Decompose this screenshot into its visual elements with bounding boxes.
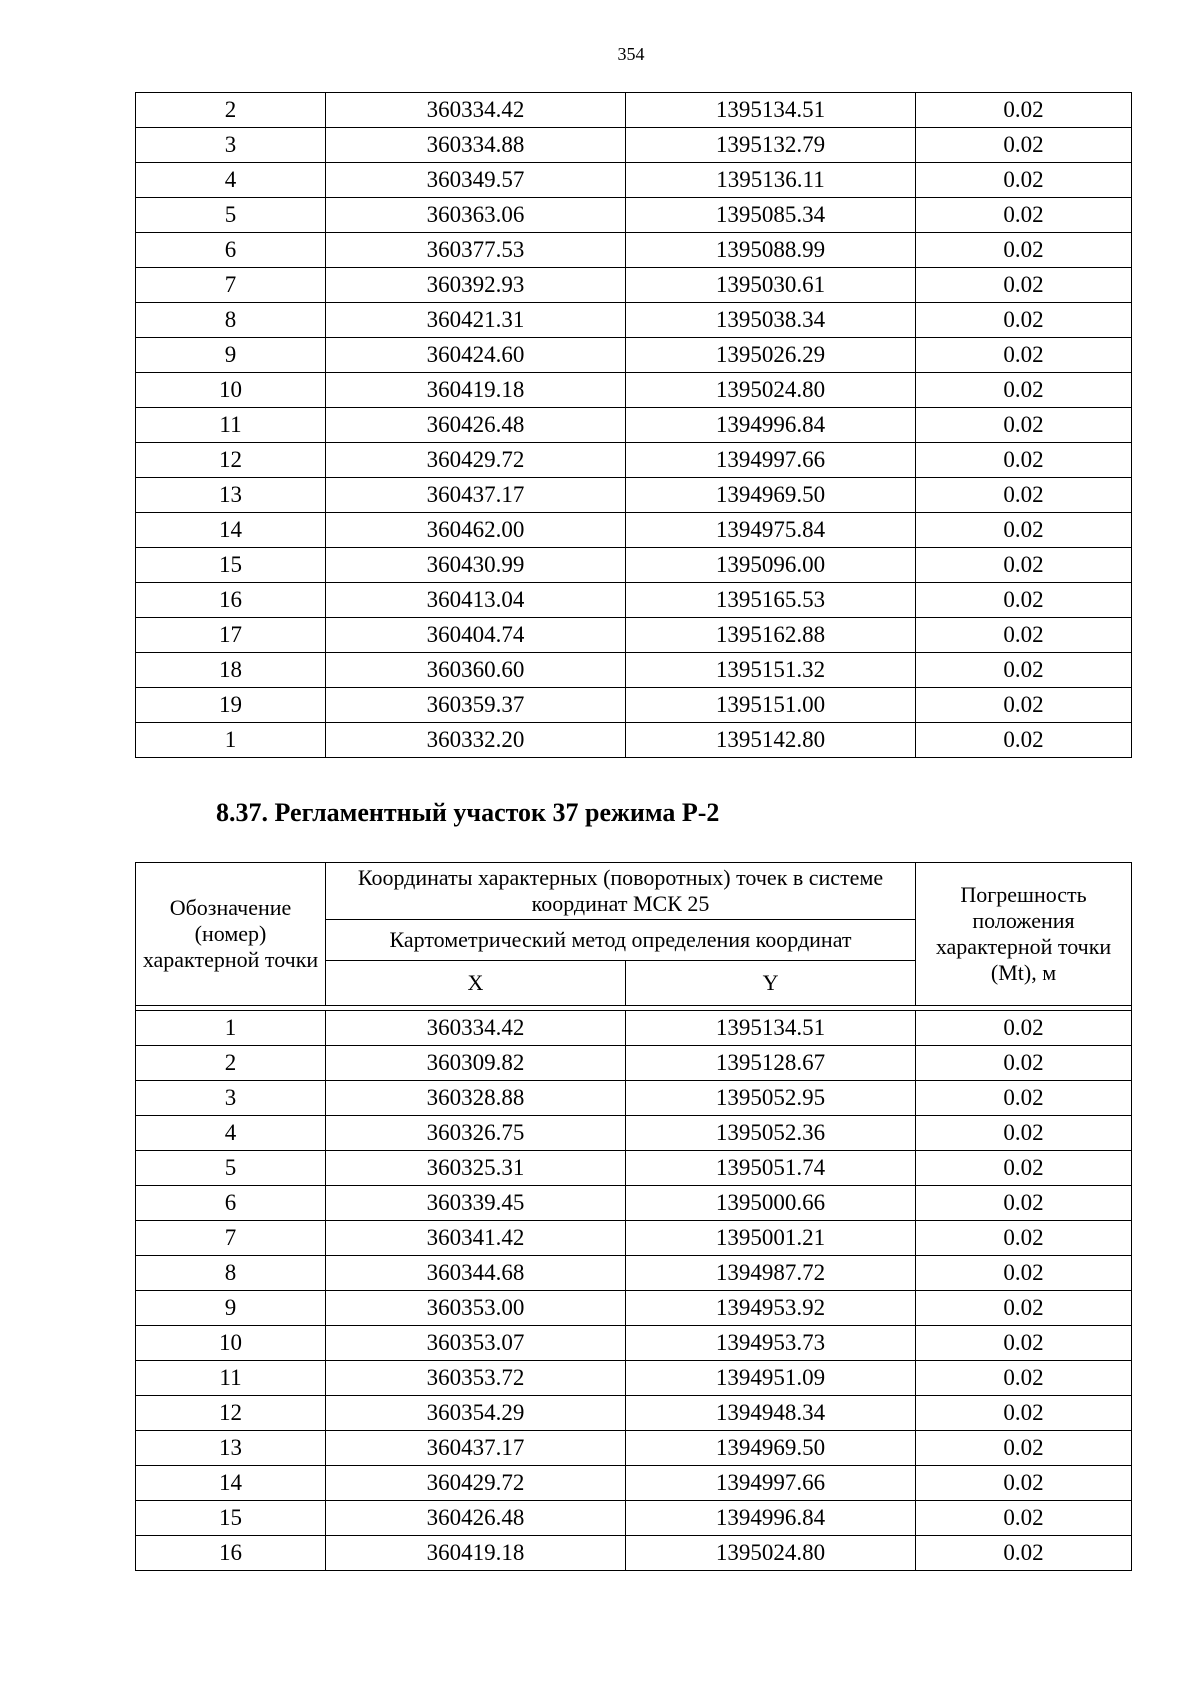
x-coordinate-cell: 360339.45 (326, 1186, 626, 1221)
y-coordinate-cell: 1394969.50 (626, 1431, 916, 1466)
x-coordinate-cell: 360332.20 (326, 723, 626, 758)
table-row (136, 1011, 1132, 1046)
point-number-cell: 19 (136, 688, 326, 723)
page-number: 354 (617, 44, 645, 64)
point-number-cell: 10 (136, 373, 326, 408)
table-row (136, 548, 1132, 583)
y-coordinate-cell: 1395026.29 (626, 338, 916, 373)
table-row (136, 93, 1132, 128)
table-row (136, 1326, 1132, 1361)
table2-header (136, 863, 1132, 1011)
y-coordinate-cell: 1395128.67 (626, 1046, 916, 1081)
point-number-cell: 8 (136, 1256, 326, 1291)
error-cell: 0.02 (916, 268, 1132, 303)
table-row (136, 583, 1132, 618)
error-cell: 0.02 (916, 688, 1132, 723)
x-coordinate-cell: 360413.04 (326, 583, 626, 618)
error-cell: 0.02 (916, 1151, 1132, 1186)
error-cell: 0.02 (916, 513, 1132, 548)
point-number-cell: 6 (136, 1186, 326, 1221)
error-cell: 0.02 (916, 1291, 1132, 1326)
y-coordinate-cell: 1395162.88 (626, 618, 916, 653)
x-coordinate-cell: 360429.72 (326, 1466, 626, 1501)
y-coordinate-cell: 1395134.51 (626, 93, 916, 128)
table-row (136, 1536, 1132, 1571)
x-coordinate-cell: 360353.00 (326, 1291, 626, 1326)
x-coordinate-cell: 360404.74 (326, 618, 626, 653)
x-coordinate-cell: 360426.48 (326, 408, 626, 443)
point-number-cell: 14 (136, 1466, 326, 1501)
table-row (136, 513, 1132, 548)
x-coordinate-cell: 360363.06 (326, 198, 626, 233)
error-cell: 0.02 (916, 1536, 1132, 1571)
point-number-cell: 14 (136, 513, 326, 548)
y-coordinate-cell: 1395001.21 (626, 1221, 916, 1256)
table-row (136, 1501, 1132, 1536)
point-number-cell: 17 (136, 618, 326, 653)
point-number-cell: 18 (136, 653, 326, 688)
error-cell: 0.02 (916, 1116, 1132, 1151)
header-method: Картометрический метод определения координат (326, 920, 916, 961)
y-coordinate-cell: 1394969.50 (626, 478, 916, 513)
x-coordinate-cell: 360437.17 (326, 1431, 626, 1466)
error-cell: 0.02 (916, 1081, 1132, 1116)
error-cell: 0.02 (916, 198, 1132, 233)
x-coordinate-cell: 360421.31 (326, 303, 626, 338)
x-coordinate-cell: 360360.60 (326, 653, 626, 688)
error-cell: 0.02 (916, 1501, 1132, 1536)
x-coordinate-cell: 360325.31 (326, 1151, 626, 1186)
y-coordinate-cell: 1395134.51 (626, 1011, 916, 1046)
error-cell: 0.02 (916, 1431, 1132, 1466)
error-cell: 0.02 (916, 723, 1132, 758)
x-coordinate-cell: 360353.72 (326, 1361, 626, 1396)
table-row (136, 1046, 1132, 1081)
error-cell: 0.02 (916, 583, 1132, 618)
x-coordinate-cell: 360326.75 (326, 1116, 626, 1151)
y-coordinate-cell: 1395096.00 (626, 548, 916, 583)
point-number-cell: 5 (136, 1151, 326, 1186)
table-row (136, 653, 1132, 688)
table-row (136, 1256, 1132, 1291)
table-row (136, 688, 1132, 723)
table-row (136, 268, 1132, 303)
x-coordinate-cell: 360334.42 (326, 93, 626, 128)
error-cell: 0.02 (916, 1396, 1132, 1431)
x-coordinate-cell: 360328.88 (326, 1081, 626, 1116)
x-coordinate-cell: 360426.48 (326, 1501, 626, 1536)
header-designation: Обозначение (номер) характерной точки (136, 863, 326, 1006)
point-number-cell: 3 (136, 128, 326, 163)
y-coordinate-cell: 1394996.84 (626, 408, 916, 443)
y-coordinate-cell: 1395151.32 (626, 653, 916, 688)
error-cell: 0.02 (916, 1221, 1132, 1256)
x-coordinate-cell: 360334.42 (326, 1011, 626, 1046)
table1-body (136, 93, 1132, 758)
point-number-cell: 11 (136, 408, 326, 443)
header-coordinates: Координаты характерных (поворотных) точек в системе координат МСК 25 (326, 863, 916, 920)
x-coordinate-cell: 360392.93 (326, 268, 626, 303)
table-row (136, 1431, 1132, 1466)
table-row (136, 1221, 1132, 1256)
x-coordinate-cell: 360354.29 (326, 1396, 626, 1431)
y-coordinate-cell: 1394996.84 (626, 1501, 916, 1536)
error-cell: 0.02 (916, 548, 1132, 583)
x-coordinate-cell: 360359.37 (326, 688, 626, 723)
point-number-cell: 4 (136, 163, 326, 198)
error-cell: 0.02 (916, 1011, 1132, 1046)
table-row (136, 1291, 1132, 1326)
point-number-cell: 1 (136, 723, 326, 758)
x-coordinate-cell: 360437.17 (326, 478, 626, 513)
point-number-cell: 13 (136, 478, 326, 513)
y-coordinate-cell: 1395151.00 (626, 688, 916, 723)
y-coordinate-cell: 1394953.73 (626, 1326, 916, 1361)
table-row (136, 618, 1132, 653)
table-row (136, 198, 1132, 233)
error-cell: 0.02 (916, 408, 1132, 443)
header-y: Y (626, 961, 916, 1006)
error-cell: 0.02 (916, 653, 1132, 688)
x-coordinate-cell: 360334.88 (326, 128, 626, 163)
x-coordinate-cell: 360429.72 (326, 443, 626, 478)
point-number-cell: 3 (136, 1081, 326, 1116)
table-row (136, 478, 1132, 513)
table-row (136, 1116, 1132, 1151)
point-number-cell: 8 (136, 303, 326, 338)
table-row (136, 1151, 1132, 1186)
y-coordinate-cell: 1395000.66 (626, 1186, 916, 1221)
point-number-cell: 16 (136, 583, 326, 618)
y-coordinate-cell: 1395142.80 (626, 723, 916, 758)
y-coordinate-cell: 1394975.84 (626, 513, 916, 548)
y-coordinate-cell: 1394997.66 (626, 1466, 916, 1501)
table-row (136, 1081, 1132, 1116)
table-row (136, 408, 1132, 443)
table-row (136, 443, 1132, 478)
error-cell: 0.02 (916, 618, 1132, 653)
point-number-cell: 10 (136, 1326, 326, 1361)
error-cell: 0.02 (916, 303, 1132, 338)
error-cell: 0.02 (916, 443, 1132, 478)
point-number-cell: 7 (136, 1221, 326, 1256)
table-row (136, 1466, 1132, 1501)
table-row (136, 1186, 1132, 1221)
y-coordinate-cell: 1395051.74 (626, 1151, 916, 1186)
point-number-cell: 2 (136, 1046, 326, 1081)
error-cell: 0.02 (916, 1326, 1132, 1361)
x-coordinate-cell: 360462.00 (326, 513, 626, 548)
section-title: 8.37. Регламентный участок 37 режима Р-2 (216, 798, 720, 827)
error-cell: 0.02 (916, 1186, 1132, 1221)
error-cell: 0.02 (916, 93, 1132, 128)
x-coordinate-cell: 360349.57 (326, 163, 626, 198)
header-x: X (326, 961, 626, 1006)
x-coordinate-cell: 360419.18 (326, 1536, 626, 1571)
x-coordinate-cell: 360424.60 (326, 338, 626, 373)
x-coordinate-cell: 360344.68 (326, 1256, 626, 1291)
table-row (136, 338, 1132, 373)
point-number-cell: 1 (136, 1011, 326, 1046)
x-coordinate-cell: 360309.82 (326, 1046, 626, 1081)
point-number-cell: 11 (136, 1361, 326, 1396)
y-coordinate-cell: 1394987.72 (626, 1256, 916, 1291)
error-cell: 0.02 (916, 1256, 1132, 1291)
error-cell: 0.02 (916, 338, 1132, 373)
x-coordinate-cell: 360430.99 (326, 548, 626, 583)
error-cell: 0.02 (916, 128, 1132, 163)
point-number-cell: 5 (136, 198, 326, 233)
point-number-cell: 7 (136, 268, 326, 303)
error-cell: 0.02 (916, 1046, 1132, 1081)
table-row (136, 128, 1132, 163)
table2-body (136, 1011, 1132, 1571)
table-row (136, 1361, 1132, 1396)
table-row (136, 233, 1132, 268)
y-coordinate-cell: 1395132.79 (626, 128, 916, 163)
x-coordinate-cell: 360353.07 (326, 1326, 626, 1361)
table-row (136, 373, 1132, 408)
point-number-cell: 12 (136, 1396, 326, 1431)
point-number-cell: 15 (136, 548, 326, 583)
point-number-cell: 13 (136, 1431, 326, 1466)
error-cell: 0.02 (916, 478, 1132, 513)
y-coordinate-cell: 1395024.80 (626, 373, 916, 408)
y-coordinate-cell: 1395088.99 (626, 233, 916, 268)
y-coordinate-cell: 1394997.66 (626, 443, 916, 478)
error-cell: 0.02 (916, 373, 1132, 408)
x-coordinate-cell: 360377.53 (326, 233, 626, 268)
y-coordinate-cell: 1395165.53 (626, 583, 916, 618)
error-cell: 0.02 (916, 163, 1132, 198)
x-coordinate-cell: 360341.42 (326, 1221, 626, 1256)
point-number-cell: 15 (136, 1501, 326, 1536)
point-number-cell: 12 (136, 443, 326, 478)
y-coordinate-cell: 1394948.34 (626, 1396, 916, 1431)
error-cell: 0.02 (916, 1466, 1132, 1501)
error-cell: 0.02 (916, 233, 1132, 268)
y-coordinate-cell: 1395085.34 (626, 198, 916, 233)
coordinates-table-continued (135, 92, 1132, 758)
table-row (136, 1396, 1132, 1431)
point-number-cell: 16 (136, 1536, 326, 1571)
header-error: Погрешность положения характерной точки (Mt), м (916, 863, 1132, 1006)
point-number-cell: 9 (136, 1291, 326, 1326)
y-coordinate-cell: 1395136.11 (626, 163, 916, 198)
point-number-cell: 6 (136, 233, 326, 268)
table-row (136, 303, 1132, 338)
point-number-cell: 2 (136, 93, 326, 128)
y-coordinate-cell: 1395052.95 (626, 1081, 916, 1116)
coordinates-table (135, 862, 1132, 1571)
y-coordinate-cell: 1395024.80 (626, 1536, 916, 1571)
y-coordinate-cell: 1395038.34 (626, 303, 916, 338)
table-row (136, 163, 1132, 198)
y-coordinate-cell: 1394951.09 (626, 1361, 916, 1396)
y-coordinate-cell: 1395030.61 (626, 268, 916, 303)
table-row (136, 723, 1132, 758)
point-number-cell: 4 (136, 1116, 326, 1151)
y-coordinate-cell: 1394953.92 (626, 1291, 916, 1326)
point-number-cell: 9 (136, 338, 326, 373)
y-coordinate-cell: 1395052.36 (626, 1116, 916, 1151)
error-cell: 0.02 (916, 1361, 1132, 1396)
x-coordinate-cell: 360419.18 (326, 373, 626, 408)
